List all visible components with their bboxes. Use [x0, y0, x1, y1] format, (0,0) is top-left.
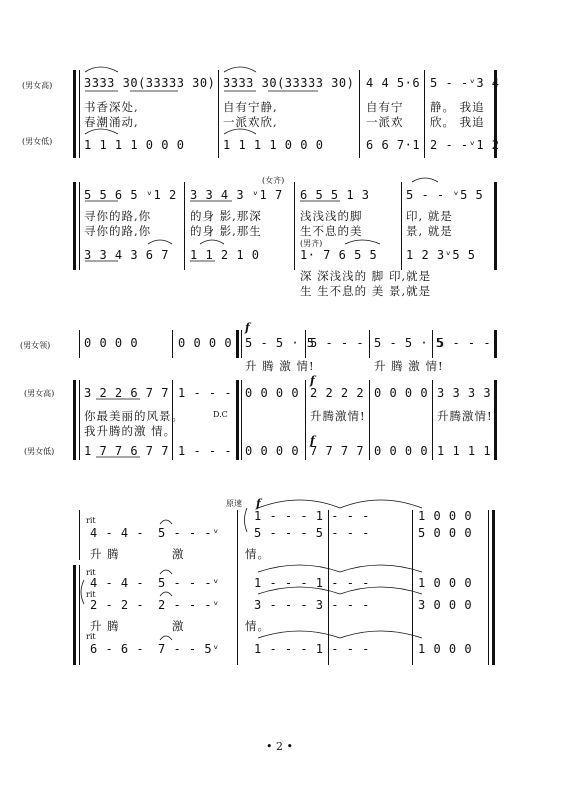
low-measure-3: 6 6 7·1 [366, 138, 421, 152]
row4-tied-notes: 1 - - - 1 - - - [254, 642, 370, 656]
lyric-line-2: 一派欢 [366, 115, 404, 129]
rit-mark: rit [86, 632, 96, 641]
row1-final: 1 0 0 0 [418, 509, 473, 523]
low-measure-4: 7 7 7 7 [310, 444, 365, 458]
row3-lyric: 情。 [245, 619, 270, 633]
lead-lyric: 升 腾 激 情! [374, 359, 444, 373]
tie [340, 631, 422, 638]
lyric-line-2: 生不息的美 [300, 224, 363, 238]
slur [412, 178, 438, 182]
row2-measure-2: 5 - - -ᵛ [158, 576, 220, 590]
high-measure-3: 0 0 0 0 [245, 386, 300, 400]
part-label-low: (男女低) [24, 447, 55, 456]
low-measure-4: 2 - -ᵛ1 2 [430, 138, 500, 152]
row1-measure-1: 4 - 4 - [90, 526, 145, 540]
high-measure-2: 3333 30(33333 30) [223, 76, 355, 90]
row1-lyric: 情。 [245, 547, 270, 561]
lyric-line-1: 寻你的路,你 [84, 209, 152, 223]
row1-lyric: 升 腾 [90, 547, 120, 561]
lyric-line-2: 欣。 我追 [430, 115, 485, 129]
lead-measure-5: 5 - 5 · 5 [374, 336, 444, 350]
lyric-line-1: 的身 影,那深 [190, 209, 262, 223]
tie [258, 565, 340, 572]
lyric-line-1: 自有宁静, [223, 100, 278, 114]
row3-lyric: 激 [172, 619, 185, 633]
high-lyric: 升腾激情! [437, 409, 493, 423]
slur [200, 240, 224, 244]
male-unison-label: (男齐) [300, 239, 323, 248]
high-measure-5: 0 0 0 0 [374, 386, 429, 400]
high-measure-3: 6 5 5 1 3 [300, 188, 370, 202]
inner-brace [81, 580, 84, 604]
row2-measure-1: 4 - 4 - [90, 576, 145, 590]
low-measure-5: 0 0 0 0 [374, 444, 429, 458]
tie [340, 500, 422, 508]
lyric-line-2: 寻你的路,你 [84, 224, 152, 238]
dynamic-forte: f [310, 434, 315, 447]
row1-lyric: 激 [172, 547, 185, 561]
male-lyric-line-2: 生 生不息的 美 景,就是 [300, 284, 432, 298]
fermata [160, 592, 172, 596]
lead-measure-1: 0 0 0 0 [84, 336, 139, 350]
row2-final: 1 0 0 0 [418, 576, 473, 590]
row1b-final: 5 0 0 0 [418, 526, 473, 540]
high-lyric: 升腾激情! [310, 409, 366, 423]
high-measure-3: 4 4 5·6 [366, 76, 421, 90]
row4-final: 1 0 0 0 [418, 642, 473, 656]
high-measure-4: 5 - - ᵛ5 5 [406, 188, 484, 202]
row3-tied-notes: 3 - - - 3 - - - [254, 598, 370, 612]
high-measure-1: 3 2 2 6 7 7 [84, 386, 169, 400]
high-measure-1: 3333 30(33333 30) [84, 76, 216, 90]
part-label-low: (男女低) [22, 137, 53, 146]
row3-lyric: 升 腾 [90, 619, 120, 633]
lyric-line-2: 的身 影,那生 [190, 224, 262, 238]
low-measure-1: 1 7 7 6 7 7 [84, 444, 169, 458]
lyric-line-2: 春潮涌动, [84, 115, 139, 129]
dynamic-forte: f [256, 497, 261, 510]
row1-measure-2: 5 - - -ᵛ [158, 526, 220, 540]
lead-measure-3: 5 - 5 · 5 [245, 336, 315, 350]
tie [258, 631, 340, 638]
low-measure-2: 1 1 2 1 0 [190, 248, 260, 262]
low-measure-2: 1 1 1 1 0 0 0 [223, 138, 324, 152]
high-measure-1: 5 5 6 5 ᵛ1 2 [84, 188, 177, 202]
fermata [160, 636, 172, 640]
tie [258, 587, 340, 594]
tie [258, 500, 340, 508]
tempo-original: 原速 [226, 499, 242, 508]
female-unison-label: (女齐) [262, 176, 285, 185]
dynamic-forte: f [245, 321, 250, 334]
row1-tied-notes: 1 - - - 1 - - - [254, 509, 370, 523]
row2-tied-notes: 1 - - - 1 - - - [254, 576, 370, 590]
low-measure-4: 1 2 3ᵛ5 5 [406, 248, 476, 262]
high-lyric-line-2: 我升腾的激 情。 [84, 424, 177, 438]
rit-mark: rit [86, 568, 96, 577]
fermata [160, 570, 172, 574]
row4-measure-2: 7 - - 5ᵛ [158, 642, 220, 656]
lead-measure-4: 5 - - - [310, 336, 365, 350]
row3-measure-2: 2 - - -ᵛ [158, 598, 220, 612]
triplet-slur [85, 67, 118, 72]
inner-brace [245, 508, 248, 532]
low-measure-3: 0 0 0 0 [245, 444, 300, 458]
row4-measure-1: 6 - 6 - [90, 642, 145, 656]
row1b-tied-notes: 5 - - - 5 - - - [254, 526, 370, 540]
male-lyric-line-1: 深 深浅浅的 脚 印,就是 [300, 269, 432, 283]
lyric-line-2: 景, 就是 [406, 224, 453, 238]
page-number: • 2 • [266, 740, 293, 753]
slur [345, 240, 380, 244]
high-measure-4: 5 - -ᵛ3 4 [430, 76, 500, 90]
part-label-high: (男女高) [22, 81, 53, 90]
rit-mark: rit [86, 516, 96, 525]
high-measure-4: 2 2 2 2 [310, 386, 365, 400]
lyric-line-1: 自有宁 [366, 100, 404, 114]
low-measure-1: 1 1 1 1 0 0 0 [84, 138, 185, 152]
tie [340, 587, 422, 594]
low-measure-1: 3 3 4 3 6 7 [84, 248, 169, 262]
part-label-high: (男女高) [24, 389, 55, 398]
high-measure-2: 3 3 4 3 ᵛ1 7 [190, 188, 283, 202]
lyric-line-2: 一派欢欣, [223, 115, 278, 129]
fermata [160, 520, 172, 524]
lyric-line-1: 书香深处, [84, 100, 139, 114]
lyric-line-1: 印, 就是 [406, 209, 453, 223]
dynamic-forte: f [310, 374, 315, 387]
part-label-lead: (男女领) [20, 341, 51, 350]
lead-measure-6: 5 - - - [437, 336, 492, 350]
row3-measure-1: 2 - 2 - [90, 598, 145, 612]
low-measure-3: 1· 7 6 5 5 [300, 248, 378, 262]
high-lyric-line-1: 你最美丽的风景。 [84, 409, 184, 423]
low-measure-6: 1 1 1 1 [437, 444, 492, 458]
high-measure-2: 1 - - - [178, 386, 233, 400]
tie [340, 565, 422, 572]
high-measure-6: 3 3 3 3 [437, 386, 492, 400]
slur [148, 240, 172, 244]
lead-measure-2: 0 0 0 0 [178, 336, 233, 350]
lyric-line-1: 浅浅浅的脚 [300, 209, 363, 223]
triplet-slur [224, 67, 256, 72]
triplet-slur [224, 129, 256, 134]
low-measure-2: 1 - - - [178, 444, 233, 458]
row3-final: 3 0 0 0 [418, 598, 473, 612]
lyric-line-1: 静。 我追 [430, 100, 485, 114]
dc-mark: D.C [213, 410, 228, 419]
rit-mark: rit [86, 590, 96, 599]
lead-lyric: 升 腾 激 情! [245, 359, 315, 373]
triplet-slur [85, 129, 118, 134]
